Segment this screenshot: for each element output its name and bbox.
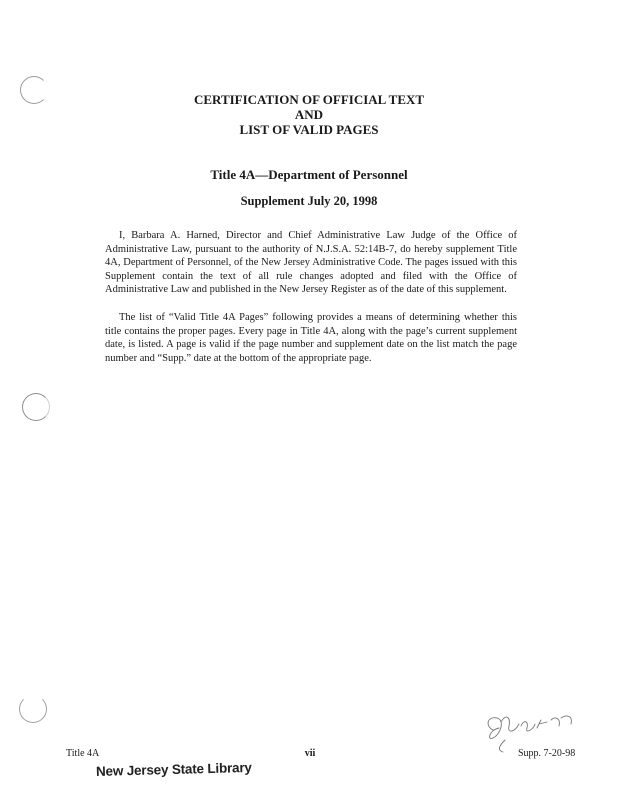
supplement-date-title: Supplement July 20, 1998	[240, 194, 378, 208]
certification-heading	[0, 92, 618, 137]
heading-line-2: AND	[294, 107, 324, 122]
department-title: Title 4A—Department of Personnel	[210, 167, 408, 182]
valid-pages-paragraph: The list of “Valid Title 4A Pages” following provides a means of determining whether this title contains the proper pages. Every page in Title 4A, along with the page’s current supplement date, is listed. A page is valid if the page number and supplement date on the list match the page number and “Supp.” date at the bottom of the appropriate page.	[105, 312, 517, 364]
heading-line-3: LIST OF VALID PAGES	[239, 122, 379, 137]
punch-hole-bottom	[19, 695, 47, 723]
page-number: vii	[304, 748, 316, 759]
footer-supplement-date: Supp. 7-20-98	[518, 748, 576, 759]
library-stamp: New Jersey State Library	[95, 759, 252, 779]
heading-line-1: CERTIFICATION OF OFFICIAL TEXT	[193, 92, 425, 107]
certification-paragraph: I, Barbara A. Harned, Director and Chief Administrative Law Judge of the Office of Administrative Law, pursuant to the authority of N.J.S.A. 52:14B-7, do hereby supplement Title 4A, Department of Personnel, of the New Jersey Administrative Code. The pages issued with this Supplement contain the text of all rule changes adopted and filed with the Office of Administrative Law and published in the New Jersey Register as of the date of this supplement.	[105, 230, 517, 296]
punch-hole-middle	[22, 393, 50, 421]
footer-title: Title 4A	[66, 748, 100, 759]
